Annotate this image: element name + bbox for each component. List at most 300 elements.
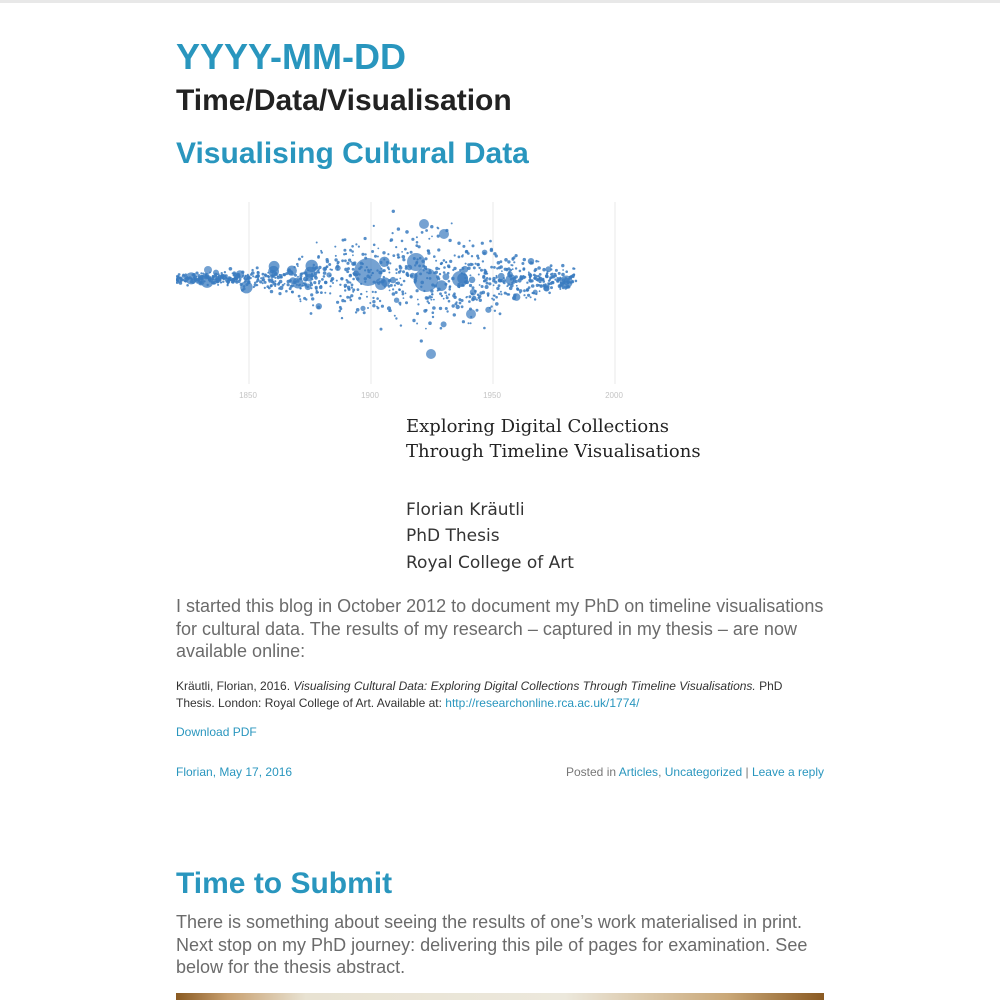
timeline-dot: [407, 253, 425, 271]
timeline-dot: [316, 270, 319, 273]
timeline-dot: [361, 253, 364, 256]
timeline-dot: [287, 269, 290, 272]
timeline-dot: [341, 259, 344, 262]
timeline-dot: [243, 285, 246, 288]
timeline-dot: [344, 284, 348, 288]
timeline-dot: [381, 305, 384, 308]
timeline-dot: [340, 307, 343, 310]
timeline-dot: [397, 253, 400, 256]
timeline-dot: [326, 282, 328, 284]
timeline-dot: [374, 255, 377, 258]
timeline-dot: [292, 272, 294, 274]
timeline-dot: [224, 271, 226, 273]
timeline-dot: [395, 291, 398, 294]
timeline-dot: [270, 270, 273, 273]
timeline-dot: [349, 296, 352, 299]
timeline-dot: [349, 282, 351, 284]
timeline-dot: [554, 279, 556, 281]
timeline-dot: [419, 219, 429, 229]
timeline-dot: [326, 258, 329, 261]
timeline-dot: [567, 278, 570, 281]
timeline-dot: [343, 249, 346, 252]
timeline-dot: [515, 275, 518, 278]
timeline-dot: [377, 248, 379, 250]
timeline-dot: [396, 272, 398, 274]
timeline-dot: [225, 274, 228, 277]
timeline-dot: [398, 256, 400, 258]
timeline-dot: [461, 305, 464, 308]
timeline-dot: [411, 238, 414, 241]
timeline-dot: [435, 260, 437, 262]
timeline-dot: [323, 275, 326, 278]
timeline-dot: [522, 276, 526, 280]
timeline-dot: [528, 286, 531, 289]
posted-in-label: Posted in: [566, 765, 617, 779]
timeline-dot: [494, 310, 496, 312]
timeline-dot: [364, 253, 366, 255]
timeline-dot: [432, 311, 435, 314]
timeline-dot: [352, 278, 355, 281]
timeline-dot: [296, 284, 298, 286]
timeline-dot: [447, 272, 450, 275]
timeline-dot: [509, 287, 513, 291]
category-link-articles[interactable]: Articles: [618, 765, 659, 779]
timeline-dot: [360, 306, 365, 311]
timeline-dot: [311, 297, 314, 300]
timeline-dot: [495, 296, 498, 299]
timeline-dot: [298, 295, 301, 298]
timeline-dot: [478, 274, 480, 276]
timeline-dot: [446, 296, 449, 299]
timeline-dot: [539, 273, 542, 276]
timeline-dot: [253, 286, 255, 288]
top-border: [0, 0, 1000, 3]
timeline-dot: [217, 284, 219, 286]
timeline-dot: [519, 292, 521, 294]
timeline-dot: [420, 339, 423, 342]
timeline-dot: [412, 319, 415, 322]
timeline-dot: [481, 285, 484, 288]
timeline-dot: [233, 277, 238, 282]
timeline-dot: [430, 225, 433, 228]
timeline-dot: [558, 284, 562, 288]
timeline-dot: [323, 271, 327, 275]
timeline-dot: [425, 309, 428, 312]
timeline-dot: [400, 324, 402, 326]
post-title-link[interactable]: Visualising Cultural Data: [176, 137, 529, 170]
timeline-dot: [501, 270, 503, 272]
timeline-dot: [334, 246, 336, 248]
thesis-print-photo[interactable]: [176, 993, 824, 1000]
timeline-dot: [431, 293, 433, 295]
timeline-dot: [557, 277, 560, 280]
timeline-dot: [299, 284, 301, 286]
timeline-dot: [485, 271, 487, 273]
timeline-dot: [535, 278, 538, 281]
timeline-dot: [274, 280, 276, 282]
timeline-dot: [351, 287, 353, 289]
timeline-dot: [452, 304, 455, 307]
timeline-dot: [340, 277, 343, 280]
timeline-dot: [547, 271, 549, 273]
timeline-dot: [446, 310, 448, 312]
timeline-dot: [545, 275, 549, 279]
timeline-dot: [222, 281, 224, 283]
post-author-link[interactable]: Florian: [176, 765, 213, 779]
timeline-dot: [357, 288, 360, 291]
timeline-dot: [339, 295, 341, 297]
timeline-dot: [490, 248, 493, 251]
timeline-dot: [430, 299, 432, 301]
timeline-dot: [416, 241, 419, 244]
timeline-dot: [546, 272, 548, 274]
timeline-dot: [300, 300, 302, 302]
timeline-dot: [356, 308, 360, 312]
timeline-dot: [187, 278, 189, 280]
timeline-dot: [321, 278, 324, 281]
timeline-dot: [278, 292, 281, 295]
timeline-dot: [310, 312, 313, 315]
timeline-dot: [298, 258, 301, 261]
timeline-dot: [416, 289, 419, 292]
thesis-cover-image[interactable]: [176, 184, 824, 580]
timeline-dot: [388, 285, 391, 288]
timeline-dot: [493, 295, 495, 297]
timeline-dot: [336, 265, 339, 268]
timeline-dot: [483, 327, 486, 330]
timeline-dot: [329, 292, 331, 294]
timeline-dot: [498, 279, 501, 282]
timeline-dot: [252, 275, 254, 277]
timeline-dot: [317, 306, 320, 309]
timeline-dot: [350, 274, 352, 276]
timeline-dot: [488, 277, 491, 280]
timeline-dot: [572, 281, 574, 283]
timeline-dot: [331, 277, 335, 281]
timeline-dot: [395, 317, 397, 319]
timeline-dot: [392, 288, 394, 290]
timeline-dot: [433, 299, 435, 301]
timeline-dot: [445, 307, 448, 310]
timeline-dot: [478, 267, 480, 269]
timeline-dot: [221, 272, 223, 274]
timeline-dot: [264, 273, 267, 276]
timeline-dot: [443, 271, 446, 274]
timeline-dot: [516, 288, 519, 291]
timeline-dot: [555, 269, 558, 272]
timeline-dot: [425, 296, 429, 300]
timeline-dot: [487, 295, 489, 297]
post-title-link-2[interactable]: Time to Submit: [176, 867, 393, 900]
timeline-dot: [388, 272, 390, 274]
timeline-dot: [400, 284, 403, 287]
timeline-dot: [303, 272, 306, 275]
timeline-dot: [387, 253, 389, 255]
timeline-dot: [364, 237, 367, 240]
timeline-dot: [346, 270, 349, 273]
timeline-dot: [315, 287, 318, 290]
timeline-dot: [318, 282, 320, 284]
timeline-dot: [190, 277, 192, 279]
timeline-dot: [296, 263, 299, 266]
timeline-dot: [371, 250, 374, 253]
timeline-dot: [433, 255, 436, 258]
timeline-dot: [262, 279, 264, 281]
timeline-dot: [185, 280, 187, 282]
timeline-dot: [300, 273, 303, 276]
timeline-dot: [468, 300, 471, 303]
timeline-dot: [428, 302, 430, 304]
timeline-dot: [523, 258, 526, 261]
timeline-dot: [390, 238, 393, 241]
timeline-dot: [444, 283, 447, 286]
category-link-uncategorized[interactable]: Uncategorized: [664, 765, 743, 779]
timeline-dot: [550, 264, 553, 267]
citation-suffix: PhD Thesis. London: Royal College of Art. Available at:: [176, 679, 783, 710]
timeline-dot: [481, 242, 484, 245]
timeline-dot: [185, 277, 187, 279]
timeline-dot: [453, 292, 456, 295]
timeline-dot: [523, 294, 525, 296]
timeline-dot: [457, 242, 460, 245]
timeline-dot: [515, 267, 517, 269]
timeline-dot: [392, 232, 394, 234]
timeline-dot: [269, 261, 280, 272]
timeline-dot: [314, 276, 318, 280]
timeline-dot: [500, 291, 502, 293]
timeline-dot: [548, 292, 551, 295]
timeline-dot: [443, 298, 445, 300]
timeline-dot: [448, 239, 451, 242]
timeline-dot: [312, 304, 314, 306]
timeline-dot: [401, 240, 404, 243]
timeline-dot: [377, 256, 379, 258]
timeline-dot: [424, 257, 427, 260]
timeline-dot: [339, 284, 341, 286]
timeline-dot: [394, 284, 396, 286]
timeline-dot: [550, 286, 553, 289]
timeline-dot: [574, 268, 576, 270]
timeline-dot: [238, 280, 241, 283]
timeline-dot: [538, 284, 540, 286]
timeline-dot: [358, 297, 361, 300]
timeline-dot: [567, 286, 570, 289]
timeline-dot: [462, 320, 465, 323]
timeline-dot: [428, 321, 432, 325]
timeline-dot: [500, 260, 503, 263]
timeline-dot: [312, 278, 314, 280]
timeline-dot: [236, 270, 245, 279]
timeline-dot: [282, 284, 285, 287]
timeline-dot: [562, 269, 564, 271]
timeline-dot: [482, 275, 485, 278]
timeline-dot: [469, 274, 471, 276]
timeline-dot: [192, 281, 195, 284]
timeline-dot: [507, 283, 510, 286]
post-date-link[interactable]: May 17, 2016: [219, 765, 293, 779]
timeline-dot: [373, 225, 375, 227]
timeline-dot: [425, 328, 427, 330]
leave-reply-link[interactable]: Leave a reply: [751, 765, 824, 779]
timeline-dot: [551, 273, 553, 275]
timeline-dot: [350, 299, 353, 302]
timeline-dot: [431, 236, 433, 238]
timeline-dot: [496, 287, 499, 290]
timeline-dot: [543, 284, 546, 287]
timeline-dot: [332, 282, 334, 284]
timeline-dot: [200, 272, 202, 274]
timeline-dot: [247, 282, 249, 284]
timeline-dot: [301, 256, 303, 258]
timeline-dot: [270, 284, 273, 287]
timeline-dot: [277, 275, 279, 277]
timeline-dot: [452, 271, 468, 287]
cover-institution: Royal College of Art: [406, 553, 574, 573]
timeline-dot: [285, 290, 288, 293]
timeline-dot: [283, 273, 286, 276]
timeline-dot: [214, 279, 217, 282]
timeline-dot: [347, 267, 350, 270]
timeline-dot: [506, 293, 508, 295]
timeline-dot: [222, 278, 224, 280]
timeline-dot: [355, 311, 357, 313]
timeline-dot: [437, 290, 439, 292]
timeline-dot: [471, 255, 473, 257]
timeline-dot: [195, 272, 198, 275]
timeline-dot: [212, 275, 214, 277]
timeline-dot: [397, 227, 400, 230]
citation-url-link[interactable]: http://researchonline.rca.ac.uk/1774/: [445, 696, 640, 710]
timeline-dot: [186, 284, 189, 287]
timeline-dot: [331, 269, 333, 271]
timeline-dot: [410, 295, 413, 298]
timeline-dot: [559, 288, 561, 290]
timeline-dot: [201, 275, 214, 288]
timeline-dot: [513, 279, 515, 281]
timeline-dot: [561, 264, 564, 267]
timeline-dot: [439, 273, 441, 275]
timeline-dot: [199, 276, 202, 279]
timeline-dot: [534, 298, 536, 300]
meta-separator: ,: [212, 765, 217, 779]
timeline-dot: [351, 284, 354, 287]
axis-tick-2000: 2000: [605, 391, 623, 400]
timeline-dot: [528, 258, 534, 264]
timeline-dot: [416, 312, 419, 315]
timeline-dot: [363, 311, 366, 314]
timeline-dot: [268, 278, 271, 281]
timeline-dot: [299, 288, 301, 290]
timeline-dot: [367, 307, 369, 309]
timeline-dot: [446, 295, 448, 297]
citation-prefix: Kräutli, Florian, 2016.: [176, 679, 291, 693]
timeline-dot: [320, 285, 323, 288]
timeline-dot: [306, 260, 318, 272]
timeline-dot: [279, 274, 282, 277]
timeline-dot: [494, 281, 497, 284]
timeline-dot: [403, 297, 405, 299]
timeline-dot: [337, 268, 339, 270]
timeline-dot: [529, 276, 532, 279]
timeline-dot: [178, 273, 181, 276]
timeline-dot: [439, 307, 442, 310]
timeline-dot: [427, 249, 429, 251]
timeline-dot: [461, 299, 464, 302]
timeline-dot: [474, 290, 477, 293]
timeline-dot: [329, 285, 331, 287]
timeline-dot: [537, 266, 541, 270]
timeline-dot: [389, 290, 391, 292]
timeline-dot: [534, 268, 537, 271]
timeline-dot: [470, 322, 472, 324]
timeline-dot: [493, 299, 495, 301]
timeline-dot: [449, 260, 452, 263]
timeline-dot: [486, 282, 489, 285]
timeline-dot: [559, 277, 561, 279]
timeline-dot: [469, 284, 472, 287]
timeline-dot: [490, 305, 492, 307]
timeline-dot: [461, 267, 464, 270]
timeline-dot: [443, 266, 446, 269]
timeline-dot: [485, 307, 491, 313]
timeline-dot: [392, 210, 395, 213]
timeline-dot: [358, 246, 360, 248]
timeline-dot: [249, 277, 252, 280]
timeline-dot: [241, 289, 244, 292]
axis-tick-1950: 1950: [483, 391, 501, 400]
timeline-dot: [489, 240, 492, 243]
timeline-dot: [447, 264, 450, 267]
timeline-dot: [476, 255, 479, 258]
citation-paragraph: [176, 678, 824, 712]
post-meta-author-date: [176, 765, 292, 779]
timeline-dot: [179, 277, 182, 280]
timeline-dot: [437, 227, 439, 229]
timeline-dot: [523, 289, 526, 292]
timeline-dot: [492, 277, 495, 280]
cover-author: Florian Kräutli: [406, 500, 525, 520]
timeline-dot: [495, 302, 499, 306]
site-title-link[interactable]: YYYY-MM-DD: [176, 36, 407, 77]
timeline-dot: [278, 287, 280, 289]
timeline-dot: [351, 245, 354, 248]
timeline-dot: [472, 286, 475, 289]
timeline-dot: [402, 270, 405, 273]
timeline-dot: [344, 289, 346, 291]
timeline-dot: [394, 315, 396, 317]
timeline-dot: [382, 251, 385, 254]
timeline-dot: [405, 230, 409, 234]
timeline-dot: [399, 278, 401, 280]
timeline-dot: [326, 266, 328, 268]
timeline-dot: [569, 281, 572, 284]
timeline-dot: [264, 287, 266, 289]
timeline-dot: [353, 261, 356, 264]
download-pdf-link[interactable]: Download PDF: [176, 725, 257, 739]
timeline-dot: [386, 264, 388, 266]
post-lead-paragraph-2: There is something about seeing the results of one’s work materialised in print. Next stop on my PhD journey: delivering this pile of pages for examination. See below for the thesis abstract.: [176, 912, 808, 978]
timeline-dot: [270, 290, 273, 293]
timeline-dot: [336, 280, 338, 282]
timeline-dot: [485, 285, 489, 289]
timeline-dot: [562, 278, 565, 281]
timeline-dot: [257, 271, 259, 273]
timeline-dot: [402, 293, 405, 296]
timeline-dot: [504, 258, 508, 262]
timeline-dot: [516, 285, 518, 287]
timeline-dot: [479, 291, 482, 294]
timeline-dot: [445, 261, 447, 263]
